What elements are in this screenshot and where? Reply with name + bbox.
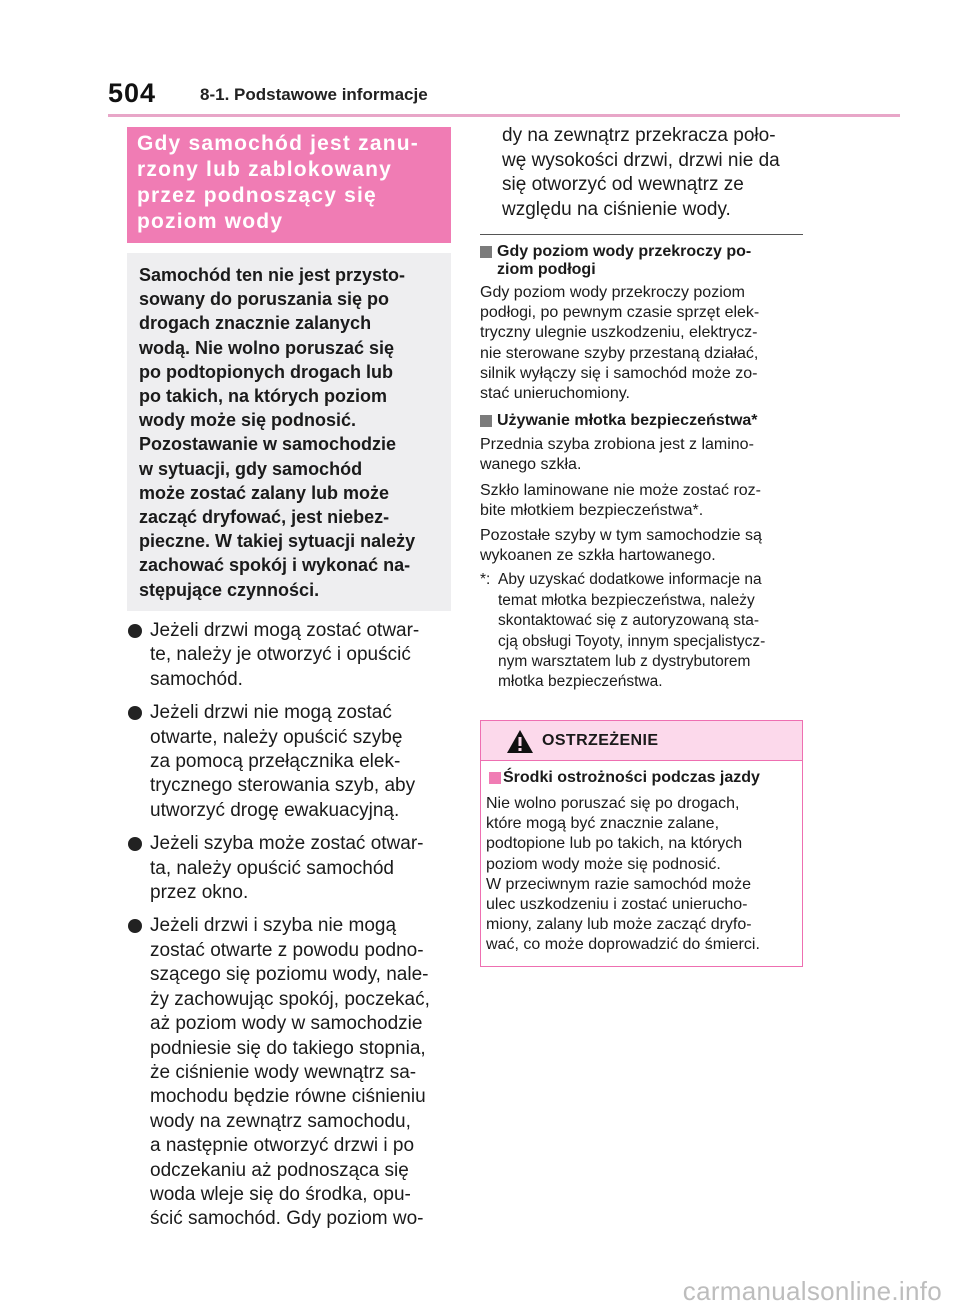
bullet-item xyxy=(127,914,457,1231)
note-line: nym warsztatem lub z dystrybutorem xyxy=(498,653,751,671)
bullet-line: a następnie otworzyć drzwi i po xyxy=(150,1135,415,1157)
bullet-line: trycznego sterowania szyb, aby xyxy=(150,775,416,797)
bullet-line: aż poziom wody w samochodzie xyxy=(150,1013,423,1035)
warning-line: poziom wody może się podnosić. xyxy=(486,855,721,873)
bullet-item xyxy=(127,832,457,905)
action-bullet-list xyxy=(127,619,457,1241)
note-line: temat młotka bezpieczeństwa, należy xyxy=(498,591,755,609)
bullet-line: ścić samochód. Gdy poziom wo- xyxy=(150,1208,424,1230)
topic-title-box xyxy=(127,127,451,243)
notice-line: pieczne. W takiej sytuacji należy xyxy=(139,531,416,552)
continuation-line: dy na zewnątrz przekracza poło- xyxy=(502,125,776,146)
bullet-line: zostać otwarte z powodu podno- xyxy=(150,939,424,961)
bullet-dot-icon xyxy=(128,706,142,720)
warning-line: ulec uszkodzeniu i zostać unierucho- xyxy=(486,896,748,914)
hammer-paragraph xyxy=(480,435,805,475)
warning-box xyxy=(480,720,803,967)
continuation-line: wę wysokości drzwi, drzwi nie da xyxy=(502,149,780,171)
heading-line: ziom podłogi xyxy=(497,261,596,278)
heading-line: Używanie młotka bezpieczeństwa* xyxy=(497,412,758,430)
column-divider xyxy=(480,234,803,235)
text-line: tryczny ulegnie uszkodzeniu, elektrycz- xyxy=(480,324,758,342)
bullet-dot-icon xyxy=(128,624,142,638)
warning-title: OSTRZEŻENIE xyxy=(542,732,659,749)
hammer-paragraph xyxy=(480,481,805,521)
bullet-line: Jeżeli szyba może zostać otwar- xyxy=(150,833,424,855)
warning-line: podtopione lub po takich, na których xyxy=(486,835,743,853)
title-line: poziom wody xyxy=(137,210,284,233)
bullet-line: samochód. xyxy=(150,668,243,690)
notice-line: drogach znacznie zalanych xyxy=(139,313,372,334)
text-line: Gdy poziom wody przekroczy poziom xyxy=(480,284,745,301)
bullet-line: że ciśnienie wody wewnątrz sa- xyxy=(150,1061,417,1083)
text-line: stać unieruchomiony. xyxy=(480,385,630,403)
bullet-line: Jeżeli drzwi i szyba nie mogą xyxy=(150,915,397,937)
footnote xyxy=(480,570,805,692)
notice-line: wodą. Nie wolno poruszać się xyxy=(139,337,395,358)
warning-line: Nie wolno poruszać się po drogach, xyxy=(486,795,740,812)
heading-line: Gdy poziom wody przekroczy po- xyxy=(497,243,752,260)
warning-line: które mogą być znacznie zalane, xyxy=(486,815,720,833)
notice-line: zachować spokój i wykonać na- xyxy=(139,555,411,576)
bullet-line: utworzyć drogę ewakuacyjną. xyxy=(150,799,400,821)
bullet-item xyxy=(127,701,457,823)
page-number: 504 xyxy=(108,78,157,108)
notice-line: po takich, na których poziom xyxy=(139,386,388,407)
subheading-text: Środki ostrożności podczas jazdy xyxy=(503,769,760,786)
text-line: Pozostałe szyby w tym samochodzie są xyxy=(480,527,762,545)
note-line: skontaktować się z autoryzowaną sta- xyxy=(498,612,760,630)
bullet-item xyxy=(127,619,457,692)
bullet-line: Jeżeli drzwi nie mogą zostać xyxy=(150,702,392,724)
warning-line: W przeciwnym razie samochód może xyxy=(486,875,751,893)
floor-level-heading xyxy=(480,243,805,279)
text-line: Szkło laminowane nie może zostać roz- xyxy=(480,481,762,499)
note-line: Aby uzyskać dodatkowe informacje na xyxy=(498,571,762,589)
text-line: podłogi, po pewnym czasie sprzęt elek- xyxy=(480,304,760,322)
bullet-line: odczekaniu aż podnosząca się xyxy=(150,1159,409,1181)
hammer-heading xyxy=(480,412,805,430)
watermark: carmanualsonline.info xyxy=(682,1276,942,1306)
bullet-dot-icon xyxy=(128,837,142,851)
warning-header xyxy=(481,721,802,761)
text-line: wykoanen ze szkła hartowanego. xyxy=(480,547,716,565)
notice-text xyxy=(139,263,439,602)
warning-triangle-icon xyxy=(505,728,535,755)
bullet-line: ży zachowując spokój, poczekać, xyxy=(150,988,430,1010)
notice-line: wody może się podnosić. xyxy=(139,410,357,431)
warning-line: miony, zalany lub może zacząć dryfo- xyxy=(486,916,752,934)
warning-line: wać, co może doprowadzić do śmierci. xyxy=(486,936,760,954)
note-line: cją obsługi Toyoty, innym specjalistycz- xyxy=(498,632,766,650)
floor-level-text xyxy=(480,283,805,404)
bullet-line: za pomocą przełącznika elek- xyxy=(150,751,401,773)
bullet-continuation xyxy=(502,124,807,222)
bullet-line: te, należy je otworzyć i opuścić xyxy=(150,644,411,666)
notice-line: zacząć dryfować, jest niebez- xyxy=(139,507,390,528)
bullet-line: przez okno. xyxy=(150,882,249,904)
pink-square-icon xyxy=(489,772,501,784)
notice-line: sowany do poruszania się po xyxy=(139,289,390,310)
info-column xyxy=(480,243,805,693)
continuation-line: względu na ciśnienie wody. xyxy=(502,198,731,220)
notice-line: może zostać zalany lub może xyxy=(139,482,390,503)
warning-subheading xyxy=(486,768,795,788)
continuation-line: się otworzyć od wewnątrz ze xyxy=(502,174,744,196)
topic-title xyxy=(137,131,441,235)
text-line: nie sterowane szyby przestaną działać, xyxy=(480,344,759,362)
notice-line: w sytuacji, gdy samochód xyxy=(139,458,363,479)
bullet-line: mochodu będzie równe ciśnieniu xyxy=(150,1086,426,1108)
bullet-line: ta, należy opuścić samochód xyxy=(150,857,394,879)
header-rule xyxy=(108,114,900,117)
notice-line: stępujące czynności. xyxy=(139,579,320,600)
notice-line: Samochód ten nie jest przysto- xyxy=(139,265,406,285)
bullet-line: szącego się poziomu wody, nale- xyxy=(150,964,429,986)
bullet-line: otwarte, należy opuścić szybę xyxy=(150,726,403,748)
footnote-mark: *: xyxy=(480,571,491,589)
section-title: 8-1. Podstawowe informacje xyxy=(200,85,428,104)
bullet-line: woda wleje się do środka, opu- xyxy=(150,1183,411,1205)
text-line: bite młotkiem bezpieczeństwa*. xyxy=(480,501,704,519)
gray-square-icon xyxy=(480,246,492,258)
warning-body xyxy=(481,761,802,956)
title-line: Gdy samochód jest zanu- xyxy=(137,132,419,155)
warning-text xyxy=(486,794,795,956)
bullet-line: wody na zewnątrz samochodu, xyxy=(150,1110,411,1132)
notice-line: Pozostawanie w samochodzie xyxy=(139,434,397,455)
bullet-dot-icon xyxy=(128,919,142,933)
bullet-line: Jeżeli drzwi mogą zostać otwar- xyxy=(150,620,420,641)
gray-square-icon xyxy=(480,415,492,427)
page-header xyxy=(108,78,900,112)
note-line: młotka bezpieczeństwa. xyxy=(498,673,663,691)
text-line: silnik wyłączy się i samochód może zo- xyxy=(480,364,758,382)
title-line: rzony lub zablokowany xyxy=(137,158,393,181)
title-line: przez podnoszący się xyxy=(137,184,377,207)
text-line: Przednia szyba zrobiona jest z lamino- xyxy=(480,436,754,454)
notice-box xyxy=(127,253,451,611)
text-line: wanego szkła. xyxy=(480,456,582,474)
bullet-line: podniesie się do takiego stopnia, xyxy=(150,1037,426,1059)
hammer-paragraph xyxy=(480,526,805,566)
notice-line: po podtopionych drogach lub xyxy=(139,361,393,382)
